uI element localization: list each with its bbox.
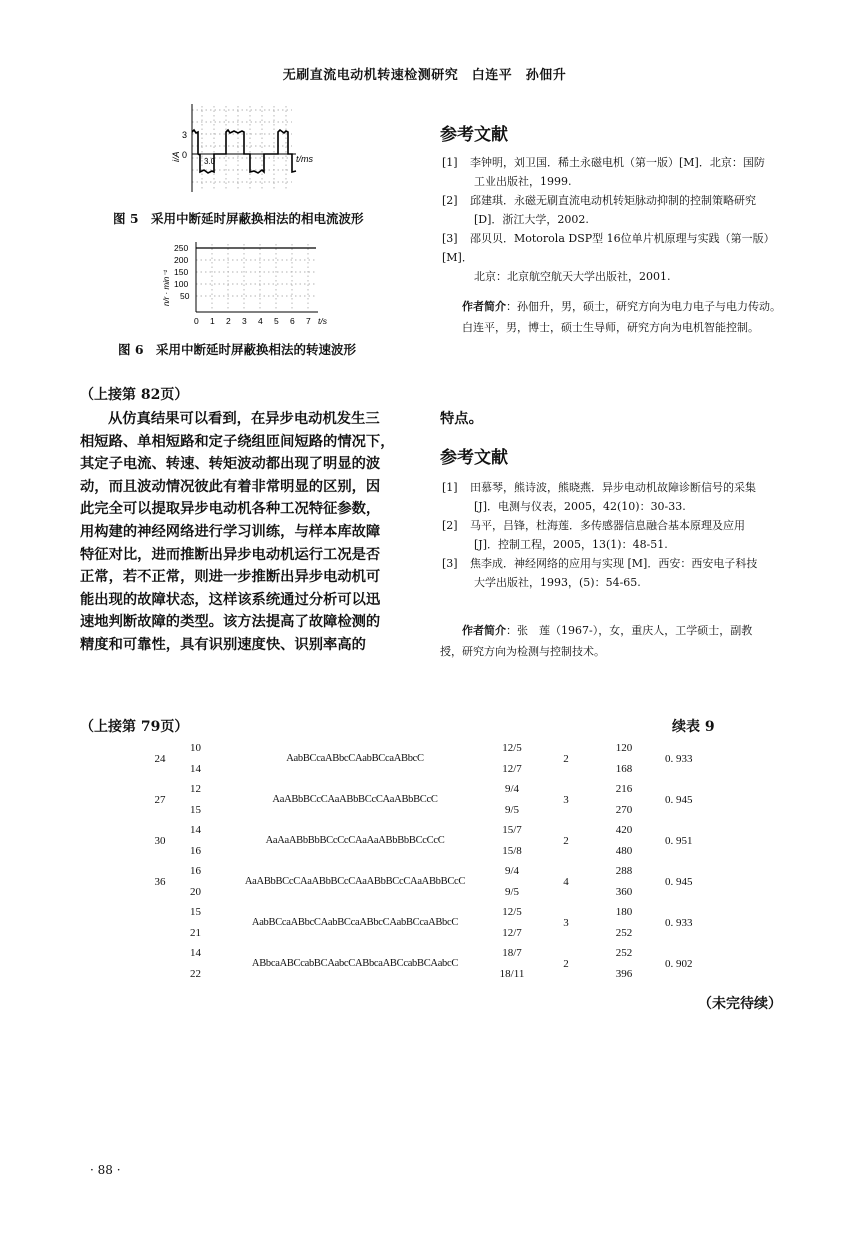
body-paragraph-end: 特点。 bbox=[440, 411, 483, 427]
table-cell: 480 bbox=[615, 845, 633, 857]
fig6-ytick: 100 bbox=[174, 279, 189, 289]
table-cell: 16 bbox=[190, 845, 201, 857]
table-cell: 216 bbox=[615, 783, 633, 795]
table-cell: ABbcaABCcabBCAabcCABbcaABCcabBCAabcC bbox=[251, 958, 459, 969]
fig6-xtick: 1 bbox=[210, 316, 215, 326]
fig5-x-axis-label: t/ms bbox=[296, 154, 313, 164]
table-cell: 0. 945 bbox=[665, 876, 693, 888]
table-title: 续表 9 bbox=[672, 719, 715, 735]
reference-item: [2] 马平，吕锋，杜海莲．多传感器信息融合基本原理及应用 bbox=[442, 519, 745, 532]
reference-item: [2] 邱建琪．永磁无刷直流电动机转矩脉动抑制的控制策略研究 bbox=[442, 194, 756, 207]
table-cell: 4 bbox=[563, 876, 569, 888]
table-cell: 15 bbox=[190, 804, 201, 816]
table-cell: 27 bbox=[154, 794, 166, 806]
table-cell: 14 bbox=[190, 947, 201, 959]
author-bio-label: 作者简介 bbox=[462, 624, 506, 637]
table-cell: 9/5 bbox=[504, 886, 520, 898]
table-cell: 18/7 bbox=[502, 947, 522, 959]
table-cell: 30 bbox=[154, 835, 166, 847]
figure-6-caption: 图 6 采用中断延时屏蔽换相法的转速波形 bbox=[118, 342, 357, 357]
table-cell: 15/8 bbox=[502, 845, 522, 857]
author-bio-2: 作者简介：张 莲（1967-），女，重庆人，工学硕士，副教 授，研究方向为检测与控制技术。 bbox=[440, 624, 753, 658]
fig6-xtick: 2 bbox=[226, 316, 231, 326]
table-cell: 9/5 bbox=[504, 804, 520, 816]
table-cell: 168 bbox=[615, 763, 633, 775]
fig6-xtick: 3 bbox=[242, 316, 247, 326]
table-cell: AaABbBCcCAaABbBCcCAaABbBCcCAaABbBCcC bbox=[244, 876, 466, 887]
table-cell: 252 bbox=[615, 947, 633, 959]
table-cell: 21 bbox=[190, 927, 201, 939]
reference-item-cont: 北京：北京航空航天大学出版社，2001. bbox=[474, 270, 671, 283]
table-cell: 0. 945 bbox=[665, 794, 693, 806]
fig6-ytick: 200 bbox=[174, 255, 189, 265]
fig6-ytick: 250 bbox=[174, 243, 189, 253]
author-bio-label: 作者简介 bbox=[462, 300, 506, 313]
fig6-y-axis-label: n/r · min⁻¹ bbox=[162, 269, 171, 306]
fig6-xtick: 4 bbox=[258, 316, 263, 326]
table-cell: 14 bbox=[190, 763, 201, 775]
figure-5-current-waveform bbox=[170, 102, 330, 197]
body-paragraph: 从仿真结果可以看到，在异步电动机发生三 相短路、单相短路和定子绕组匝间短路的情况下， 其定子电流、转速、转矩波动都出现了明显的波 动，而且波动情况彼此有着非常明显的区别，因 此完全可以提取异步电动机各种工况特征参数， 用构建的神经网络进行学习训练，与样本库故障 特征对比，进而推断出异步电动机运行工况是否 正常，若不正常，则进一步推断出异步电动机可 能出现的故障状态，这样该系统通过分析可以迅 速地判断故障的类型。该方法提高了故障检测的 精度和可靠性，具有识别速度快、识别率高的 bbox=[80, 411, 395, 653]
reference-list-1 bbox=[442, 153, 782, 286]
table-cell: 15/7 bbox=[502, 824, 522, 836]
table-row bbox=[0, 865, 849, 906]
table-cell: 360 bbox=[615, 886, 633, 898]
table-cell: AaABbBCcCAaABbBCcCAaABbBCcC bbox=[272, 794, 438, 805]
page-number: · 88 · bbox=[90, 1163, 121, 1177]
table-cell: 3 bbox=[563, 794, 569, 806]
fig6-xtick: 0 bbox=[194, 316, 199, 326]
table-cell: 180 bbox=[615, 906, 633, 918]
fig6-ytick: 50 bbox=[180, 291, 190, 301]
table-cell: 18/11 bbox=[499, 968, 525, 980]
reference-item-cont: [J]．电测与仪表，2005，42(10)：30-33. bbox=[474, 500, 686, 513]
fig6-xtick: 7 bbox=[306, 316, 311, 326]
table-cell: 2 bbox=[563, 753, 569, 765]
table-row bbox=[0, 947, 849, 988]
table-cell: 120 bbox=[615, 742, 633, 754]
table-cell: 270 bbox=[615, 804, 633, 816]
fig6-x-axis-label: t/s bbox=[318, 316, 327, 326]
table-cell: 22 bbox=[190, 968, 201, 980]
table-cell: 24 bbox=[154, 753, 166, 765]
table-cell: 9/4 bbox=[504, 783, 520, 795]
fig6-xtick: 6 bbox=[290, 316, 295, 326]
fig5-ytick-3: 3 bbox=[182, 130, 188, 140]
table-cell: AaAaABbBbBCcCcCAaAaABbBbBCcCcC bbox=[265, 835, 445, 846]
fig5-y-axis-label: i/A bbox=[171, 151, 181, 162]
table-row bbox=[0, 824, 849, 865]
table-cell: 0. 933 bbox=[665, 917, 693, 929]
table-cell: 396 bbox=[615, 968, 633, 980]
table-cell: 420 bbox=[615, 824, 633, 836]
reference-item: [3] 邵贝贝．Motorola DSP型 16位单片机原理与实践（第一版）[M]． bbox=[442, 232, 775, 264]
table-cell: AabBCcaABbcCAabBCcaABbcC bbox=[286, 753, 424, 764]
table-cell: 16 bbox=[190, 865, 201, 877]
reference-item: [1] 李钟明，刘卫国．稀土永磁电机（第一版）[M]．北京：国防 bbox=[442, 156, 765, 169]
table-cell: 12/5 bbox=[502, 906, 522, 918]
table-cell: 15 bbox=[190, 906, 201, 918]
references-heading-2: 参考文献 bbox=[440, 448, 508, 468]
table-cell: 36 bbox=[154, 876, 166, 888]
running-header: 无刷直流电动机转速检测研究 白连平 孙佃升 bbox=[282, 68, 567, 83]
table-row bbox=[0, 906, 849, 947]
table-cell: 0. 902 bbox=[665, 958, 693, 970]
reference-item-cont: [J]．控制工程，2005，13(1)：48-51. bbox=[474, 538, 668, 551]
table-cell: 12/7 bbox=[502, 927, 522, 939]
table-cell: 12/7 bbox=[502, 763, 522, 775]
reference-item-cont: 工业出版社，1999. bbox=[474, 175, 572, 188]
table-cell: 12/5 bbox=[502, 742, 522, 754]
table-cell: 14 bbox=[190, 824, 201, 836]
reference-item-cont: 大学出版社，1993，(5)：54-65. bbox=[474, 576, 641, 589]
table-cell: 2 bbox=[563, 835, 569, 847]
reference-list-2 bbox=[442, 478, 782, 592]
references-heading-1: 参考文献 bbox=[440, 125, 508, 145]
table-cell: 288 bbox=[615, 865, 633, 877]
reference-item: [1] 田慕琴，熊诗波，熊晓燕．异步电动机故障诊断信号的采集 bbox=[442, 481, 756, 494]
table-cell: 3 bbox=[563, 917, 569, 929]
table-cell: 0. 951 bbox=[665, 835, 693, 847]
to-be-continued-label: （未完待续） bbox=[698, 996, 782, 1012]
reference-item: [3] 焦李成．神经网络的应用与实现 [M]．西安：西安电子科技 bbox=[442, 557, 758, 570]
table-cell: 2 bbox=[563, 958, 569, 970]
table-row bbox=[0, 783, 849, 824]
table-cell: AabBCcaABbcCAabBCcaABbcCAabBCcaABbcC bbox=[251, 917, 459, 928]
table-cell: 20 bbox=[190, 886, 201, 898]
reference-item-cont: [D]．浙江大学，2002. bbox=[474, 213, 589, 226]
table-row bbox=[0, 742, 849, 783]
continued-from-label-1: （上接第 82页） bbox=[80, 387, 189, 403]
table-cell: 9/4 bbox=[504, 865, 520, 877]
table-cell: 12 bbox=[190, 783, 201, 795]
table-cell: 0. 933 bbox=[665, 753, 693, 765]
figure-6-speed-waveform bbox=[162, 238, 328, 330]
fig5-ytick-0: 0 bbox=[182, 150, 188, 160]
table-cell: 10 bbox=[190, 742, 201, 754]
author-bio-1: 作者简介：孙佃升，男，硕士，研究方向为电力电子与电力传动。 白连平，男，博士，硕士生导师，研究方向为电机智能控制。 bbox=[462, 300, 781, 334]
fig5-tick-3.0: 3.0 bbox=[204, 157, 216, 166]
table-cell: 252 bbox=[615, 927, 633, 939]
continued-from-label-2: （上接第 79页） bbox=[80, 719, 189, 735]
figure-5-caption: 图 5 采用中断延时屏蔽换相法的相电流波形 bbox=[113, 211, 364, 226]
fig6-xtick: 5 bbox=[274, 316, 279, 326]
fig6-ytick: 150 bbox=[174, 267, 189, 277]
